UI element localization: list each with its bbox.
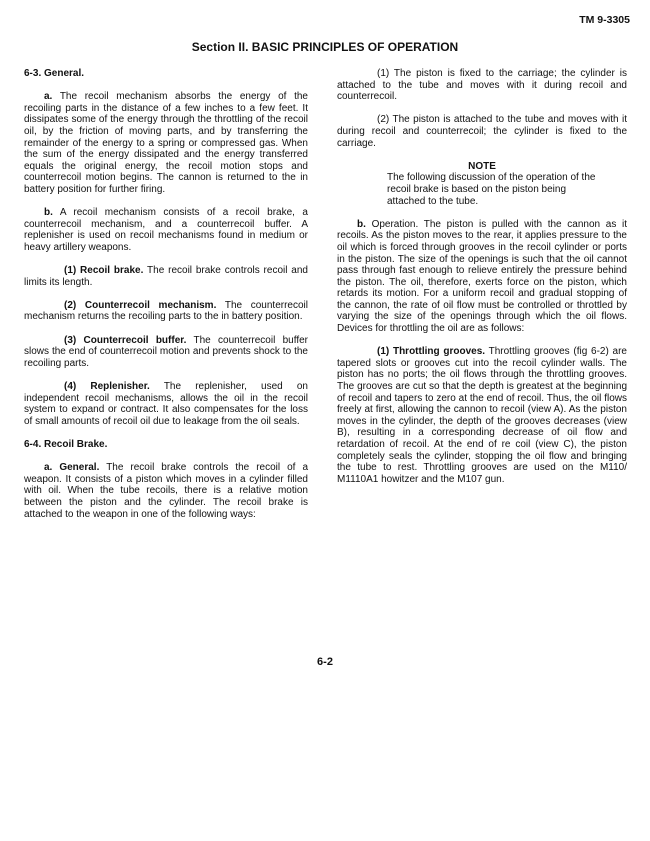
paragraph-text: The recoil brake controls the recoil of a weapon. It consists of a piston which moves in a cylinder filled with oil. When the tube recoils, there is a relative motion between the piston and the cylinder. The recoil brake is attached to the weapon in one of the following ways: [24, 462, 308, 520]
paragraph-replenisher [24, 381, 308, 427]
paragraph-label: (1) Recoil brake. [64, 265, 144, 277]
paragraph-way-1: (1) The piston is fixed to the carriage; the cylinder is attached to the tube and moves with it during recoil and counterrecoil. [337, 68, 627, 103]
paragraph-label: (3) Counterrecoil buffer. [64, 334, 187, 346]
heading-6-3: 6-3. General. [24, 68, 85, 79]
note-title: NOTE [468, 160, 496, 172]
paragraph-text: Operation. The piston is pulled with the cannon as it recoils. As the piston moves to the rear, it applies pressure to the oil which is forced through grooves in the recoil cylinder or ports in the piston. The size of the openings is such that the oil cannot pass through fast enough to relieve entirely the pressure behind the piston. The oil, therefore, exerts force on the piston, which retards its motion. For a uniform recoil and gradual stopping of the cannon, the rate of oil flow must be controlled or throttled by varying the size of the openings through which the oil flows. Devices for throttling the oil are as follows: [337, 218, 627, 335]
page-number: 6-2 [317, 656, 333, 668]
paragraph-text: The replenisher, used on independent recoil mechanisms, allows the oil in the recoil system to expand or contract. It also compensates for the loss of small amounts of recoil oil due to leakage from the oil seals. [24, 381, 308, 427]
document-id: TM 9-3305 [579, 14, 630, 26]
paragraph-text: The recoil brake controls recoil and limits its length. [24, 265, 308, 288]
paragraph-operation [337, 219, 627, 335]
paragraph-text: Throttling grooves (fig 6-2) are tapered slots or grooves cut into the recoil cylinder walls. The piston has no ports; the oil flows through the throttling grooves. The grooves are cut so that the depth is greatest at the beginning of recoil and tapers to zero at the end of recoil. Thus, the oil flows freely at first, allowing the cannon to recoil (view A). As the piston moves in the cylinder, the depth of the grooves decreases (view B), resulting in a corresponding decrease of oil flow and retardation of recoil. At the end of re coil (view C), the piston completely seals the cylinder, stopping the oil flow and bringing the tube to rest. Throttling grooves are used on the M110/ M1110A1 howitzer and the M107 gun. [337, 346, 627, 485]
paragraph-throttling-grooves [337, 346, 627, 485]
paragraph-label: b. [357, 218, 366, 230]
paragraph-counterrecoil-mechanism [24, 300, 308, 323]
paragraph-b [24, 207, 308, 253]
right-column [337, 68, 627, 497]
paragraph-text: A recoil mechanism consists of a recoil brake, a counterrecoil mechanism, and a counterrecoil buffer. A replenisher is used on recoil mechanisms found in medium or heavy artillery weapons. [24, 207, 308, 253]
paragraph-recoil-brake [24, 265, 308, 288]
section-title: Section II. BASIC PRINCIPLES OF OPERATION [191, 40, 459, 54]
paragraph-label: (2) Counterrecoil mechanism. [64, 299, 217, 311]
paragraph-label: (1) Throttling grooves. [377, 346, 486, 358]
paragraph-text: The counterrecoil buffer slows the end of counterrecoil motion and prevents shock to the recoiling parts. [24, 334, 308, 369]
paragraph-label: a. General. [44, 462, 100, 474]
paragraph-counterrecoil-buffer [24, 335, 308, 370]
paragraph-text: The recoil mechanism absorbs the energy of the recoiling parts in the distance of a few inches to a few feet. It dissipates some of the energy through the throttling of the recoil oil, by the friction of moving parts, and by transferring the remainder of the energy to a spring or compressed gas. When the sum of the energy dissipated and the energy transferred equals the original energy, the recoil motion stops and counterrecoil motion begins. The cannon is returned to the in battery position for further firing. [24, 91, 308, 195]
paragraph-label: b. [44, 207, 53, 219]
paragraph-a [24, 91, 308, 195]
paragraph-way-2: (2) The piston is attached to the tube and moves with it during recoil and counterrecoil; the cylinder is fixed to the carriage. [337, 114, 627, 149]
heading-6-4: 6-4. Recoil Brake. [24, 439, 108, 450]
note-text: The following discussion of the operation of the recoil brake is based on the piston being attached to the tube. [387, 172, 596, 207]
paragraph-label: a. [44, 91, 53, 103]
paragraph-general [24, 462, 308, 520]
left-column [24, 68, 308, 532]
paragraph-text: The counterrecoil mechanism returns the recoiling parts to the in battery position. [24, 299, 308, 323]
paragraph-label: (4) Replenisher. [64, 381, 150, 393]
